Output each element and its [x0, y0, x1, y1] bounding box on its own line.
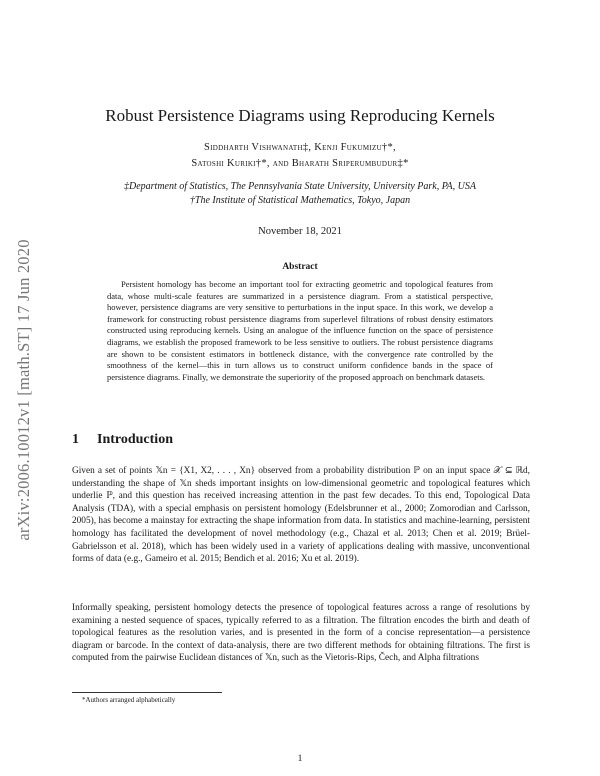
affiliation-2: †The Institute of Statistical Mathematics, Tokyo, Japan: [189, 195, 411, 206]
footnote: *Authors arranged alphabetically: [82, 696, 176, 704]
arxiv-id: arXiv:2006.10012v1 [math.ST] 17 Jun 2020: [14, 239, 33, 541]
intro-paragraph-1: Given a set of points 𝕏n = {X1, X2, . . . , Xn} observed from a probability distribution ℙ on an input space 𝒳 ⊆ ℝd, understanding the shape of 𝕏n sheds important insights on low-dimensional geometric and topological features which underlie ℙ, and this question has received increasing attention in the past few decades. To this end, Topological Data Analysis (TDA), with a special emphasis on persistent homology (Edelsbrunner et al., 2000; Zomorodian and Carlsson, 2005), has become a mainstay for extracting the shape information from data. In statistics and machine-learning, persistent homology has facilitated the development of novel methodology (e.g., Chazal et al. 2013; Chen et al. 2019; Brüel-Gabrielsson et al. 2018), which has been widely used in a variety of applications dealing with massive, unconventional forms of data (e.g., Gameiro et al. 2015; Bendich et al. 2016; Xu et al. 2019).: [72, 466, 530, 565]
author-list: [80, 140, 520, 172]
section-number: 1: [72, 432, 79, 447]
section-title: Introduction: [97, 432, 173, 447]
abstract-text: Persistent homology has become an important tool for extracting geometric and topological features from data, whose multi-scale features are summarized in a persistence diagram. From a statistical perspective, however, persistence diagrams are very sensitive to perturbations in the input space. In this work, we develop a framework for constructing robust persistence diagrams from superlevel filtrations of robust density estimators constructed using reproducing kernels. Using an analogue of the influence function on the space of persistence diagrams, we establish the proposed framework to be less sensitive to outliers. The robust persistence diagrams are shown to be consistent estimators in bottleneck distance, with the convergence rate controlled by the smoothness of the kernel—this in turn allows us to construct uniform confidence bands in the space of persistence diagrams. Finally, we demonstrate the superiority of the proposed approach on benchmark datasets.: [107, 279, 493, 382]
page-number: 1: [297, 754, 303, 764]
abstract-heading: Abstract: [282, 262, 318, 272]
paper-title: Robust Persistence Diagrams using Reproducing Kernels: [105, 106, 495, 125]
section-heading: [72, 432, 173, 448]
footnote-rule: [72, 692, 222, 693]
affiliation-1: ‡Department of Statistics, The Pennsylvania State University, University Park, PA, USA: [124, 181, 476, 192]
paper-date: November 18, 2021: [258, 226, 342, 237]
authors-line-1: Siddharth Vishwanath‡, Kenji Fukumizu†*,: [204, 142, 396, 153]
affiliations: [40, 180, 560, 208]
authors-line-2: Satoshi Kuriki†*, and Bharath Sriperumbudur‡*: [191, 158, 409, 169]
arxiv-identifier-stamp: [12, 200, 36, 580]
intro-paragraph-2: Informally speaking, persistent homology detects the presence of topological features across a range of resolutions by examining a nested sequence of spaces, typically referred to as a filtration. The filtration encodes the birth and death of topological features as the resolution varies, and is presented in the form of a concise representation—a persistence diagram or barcode. In the context of data-analysis, there are two different methods for obtaining filtrations. The first is computed from the pairwise Euclidean distances of 𝕏n, such as the Vietoris-Rips, Čech, and Alpha filtrations: [72, 603, 530, 664]
